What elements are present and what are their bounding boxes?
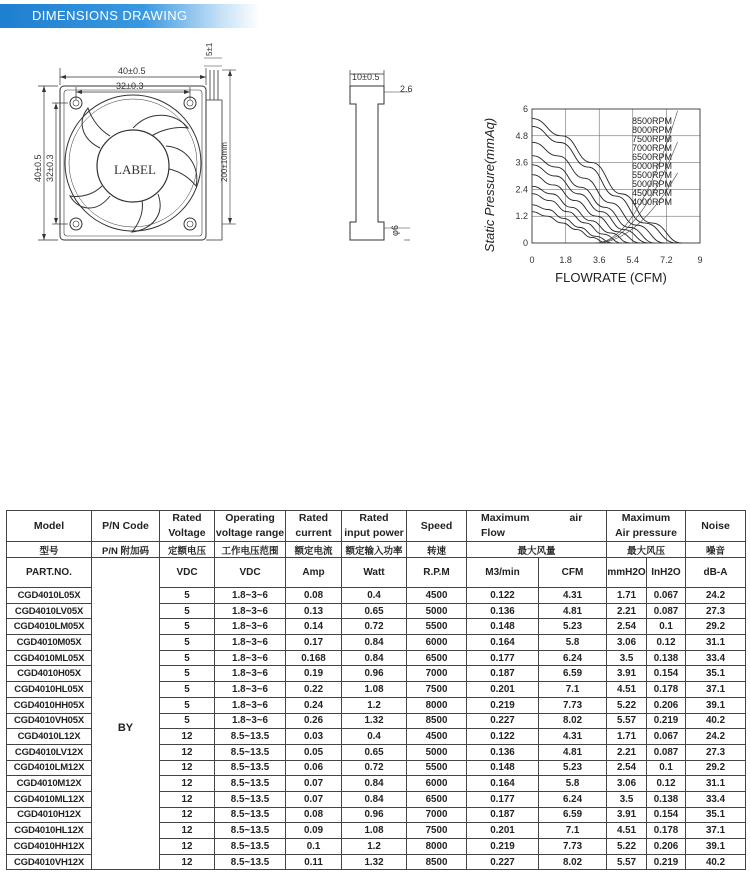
table-cell: 1.8~3~6 (215, 666, 286, 682)
table-cell: 2.54 (607, 619, 647, 635)
table-cell: 1.2 (342, 839, 407, 855)
table-cell: 0.219 (467, 839, 539, 855)
table-cell: 8500 (407, 854, 467, 870)
table-cell: 0.84 (342, 650, 407, 666)
unit-mmh2o: mmH2O (607, 558, 647, 588)
table-cell: 0.164 (467, 635, 539, 651)
table-cell: 12 (160, 839, 215, 855)
table-cell: 12 (160, 776, 215, 792)
table-cell: 1.2 (342, 697, 407, 713)
unit-m3min: M3/min (467, 558, 539, 588)
table-cell: 1.32 (342, 854, 407, 870)
table-cell: 12 (160, 823, 215, 839)
pq-chart (482, 104, 703, 285)
table-cell: 0.12 (647, 776, 686, 792)
table-cell: 5 (160, 666, 215, 682)
dim-hole-width: 32±0.3 (116, 81, 144, 91)
col-rated-power: Rated input power (342, 511, 407, 542)
table-cell: 8.5~13.5 (215, 729, 286, 745)
cn-rated-current: 额定电流 (286, 542, 342, 558)
table-cell: 1.8~3~6 (215, 697, 286, 713)
table-cell: 0.12 (647, 635, 686, 651)
table-cell: CGD4010M12X (7, 776, 92, 792)
table-cell: 8.5~13.5 (215, 760, 286, 776)
unit-dba: dB-A (686, 558, 746, 588)
table-cell: 8.5~13.5 (215, 744, 286, 760)
unit-cfm: CFM (539, 558, 607, 588)
table-cell: 0.24 (286, 697, 342, 713)
table-cell: 0.168 (286, 650, 342, 666)
table-cell: 8.5~13.5 (215, 839, 286, 855)
table-cell: 6.59 (539, 807, 607, 823)
table-cell: 0.201 (467, 823, 539, 839)
table-cell: 1.8~3~6 (215, 713, 286, 729)
table-cell: CGD4010HH05X (7, 697, 92, 713)
table-cell: 24.2 (686, 588, 746, 604)
table-cell: 0.136 (467, 744, 539, 760)
table-cell: CGD4010LV05X (7, 603, 92, 619)
legend-item: 7000RPM (632, 143, 673, 153)
table-cell: 8500 (407, 713, 467, 729)
table-cell: 0.206 (647, 697, 686, 713)
table-cell: 1.8~3~6 (215, 619, 286, 635)
legend-item: 5000RPM (632, 179, 673, 189)
table-cell: CGD4010ML12X (7, 791, 92, 807)
table-cell: 0.84 (342, 791, 407, 807)
table-cell: 4.51 (607, 823, 647, 839)
legend-item: 8000RPM (632, 125, 673, 135)
table-cell: 1.08 (342, 682, 407, 698)
pn-code: BY (92, 588, 160, 870)
side-view (350, 70, 410, 240)
table-cell: 5.8 (539, 776, 607, 792)
table-cell: 7000 (407, 666, 467, 682)
table-cell: 0.178 (647, 823, 686, 839)
fan-label: LABEL (114, 162, 156, 177)
table-cell: 7.73 (539, 839, 607, 855)
table-cell: 8000 (407, 839, 467, 855)
table-cell: 0.067 (647, 729, 686, 745)
table-cell: 0.087 (647, 744, 686, 760)
table-cell: 5 (160, 682, 215, 698)
dim-thickness: 10±0.5 (352, 72, 380, 82)
x-axis-label: FLOWRATE (CFM) (555, 270, 667, 285)
table-cell: 8000 (407, 697, 467, 713)
cn-air-pressure: 最大风压 (607, 542, 686, 558)
table-cell: 4.31 (539, 729, 607, 745)
table-cell: CGD4010LV12X (7, 744, 92, 760)
legend-item: 6500RPM (632, 152, 673, 162)
table-cell: 0.4 (342, 729, 407, 745)
table-cell: 0.227 (467, 713, 539, 729)
table-cell: 5000 (407, 744, 467, 760)
table-cell: 5.23 (539, 760, 607, 776)
table-cell: 12 (160, 729, 215, 745)
table-cell: 8.02 (539, 854, 607, 870)
table-cell: 0.219 (467, 697, 539, 713)
unit-operating-voltage: VDC (215, 558, 286, 588)
table-cell: 0.14 (286, 619, 342, 635)
table-cell: CGD4010LM12X (7, 760, 92, 776)
table-cell: 1.8~3~6 (215, 603, 286, 619)
table-cell: 6500 (407, 650, 467, 666)
table-cell: 0.219 (647, 713, 686, 729)
table-cell: 3.06 (607, 776, 647, 792)
x-tick-label: 7.2 (660, 255, 673, 265)
col-air-pressure: Maximum Air pressure (607, 511, 686, 542)
series-line (532, 205, 612, 243)
table-cell: 0.96 (342, 807, 407, 823)
pn-code-cell (92, 558, 160, 588)
table-cell: 8.5~13.5 (215, 854, 286, 870)
y-tick-label: 2.4 (515, 184, 528, 195)
dim-width: 40±0.5 (118, 66, 146, 76)
table-cell: 0.22 (286, 682, 342, 698)
table-cell: 0.19 (286, 666, 342, 682)
table-cell: 3.5 (607, 650, 647, 666)
cn-speed: 转速 (407, 542, 467, 558)
spec-table (6, 510, 746, 870)
table-cell: 5.57 (607, 713, 647, 729)
table-cell: 5000 (407, 603, 467, 619)
table-cell: 3.06 (607, 635, 647, 651)
table-cell: 0.84 (342, 635, 407, 651)
table-cell: 0.201 (467, 682, 539, 698)
table-cell: 12 (160, 854, 215, 870)
unit-power: Watt (342, 558, 407, 588)
table-cell: 29.2 (686, 619, 746, 635)
col-pn: P/N Code (92, 511, 160, 542)
table-cell: 8.02 (539, 713, 607, 729)
cn-rated-voltage: 定额电压 (160, 542, 215, 558)
col-operating-voltage: Operating voltage range (215, 511, 286, 542)
table-cell: 1.8~3~6 (215, 650, 286, 666)
table-cell: 7.1 (539, 823, 607, 839)
table-cell: 3.91 (607, 807, 647, 823)
table-cell: 4500 (407, 588, 467, 604)
table-cell: 0.13 (286, 603, 342, 619)
table-cell: 0.65 (342, 744, 407, 760)
table-cell: 5 (160, 603, 215, 619)
table-cell: 0.227 (467, 854, 539, 870)
table-cell: 0.08 (286, 807, 342, 823)
table-cell: CGD4010L12X (7, 729, 92, 745)
table-cell: 4.51 (607, 682, 647, 698)
table-cell: 0.122 (467, 588, 539, 604)
table-cell: 0.148 (467, 619, 539, 635)
table-cell: CGD4010L05X (7, 588, 92, 604)
table-cell: 0.219 (647, 854, 686, 870)
table-cell: 0.177 (467, 650, 539, 666)
table-cell: 0.84 (342, 776, 407, 792)
dim-strip: 5±1 (205, 42, 214, 56)
x-tick-label: 9 (697, 255, 703, 265)
table-cell: 12 (160, 791, 215, 807)
table-cell: 1.08 (342, 823, 407, 839)
table-cell: 0.187 (467, 807, 539, 823)
table-cell: CGD4010H12X (7, 807, 92, 823)
table-cell: 7.1 (539, 682, 607, 698)
table-cell: 8.5~13.5 (215, 791, 286, 807)
table-cell: 5 (160, 588, 215, 604)
x-tick-label: 0 (529, 255, 535, 265)
table-cell: 5 (160, 619, 215, 635)
table-cell: 31.1 (686, 635, 746, 651)
table-cell: 0.07 (286, 791, 342, 807)
table-cell: 0.07 (286, 776, 342, 792)
table-cell: 4.81 (539, 603, 607, 619)
table-cell: 0.1 (647, 760, 686, 776)
table-cell: 0.06 (286, 760, 342, 776)
table-cell: 0.1 (286, 839, 342, 855)
table-cell: 6500 (407, 791, 467, 807)
col-airflow: Maximum air Flow (467, 511, 607, 542)
header-row-cn (7, 542, 746, 558)
drawings-area (0, 30, 750, 285)
table-cell: 33.4 (686, 650, 746, 666)
header-row-units (7, 558, 746, 588)
col-rated-current: Rated current (286, 511, 342, 542)
table-cell: 0.17 (286, 635, 342, 651)
table-cell: 8.5~13.5 (215, 807, 286, 823)
table-cell: 0.4 (342, 588, 407, 604)
table-cell: 35.1 (686, 666, 746, 682)
table-cell: 0.154 (647, 807, 686, 823)
table-cell: 0.122 (467, 729, 539, 745)
table-cell: 1.32 (342, 713, 407, 729)
y-tick-label: 3.6 (515, 157, 528, 168)
dim-hole: φ6 (390, 225, 400, 236)
col-noise: Noise (686, 511, 746, 542)
table-cell: 0.177 (467, 791, 539, 807)
table-cell: 0.087 (647, 603, 686, 619)
table-cell: 2.21 (607, 744, 647, 760)
table-cell: 5.57 (607, 854, 647, 870)
legend-item: 4500RPM (632, 188, 673, 198)
table-cell: 7500 (407, 823, 467, 839)
section-title: DIMENSIONS DRAWING (32, 8, 188, 23)
header-row-en (7, 511, 746, 542)
cn-pn: P/N 附加码 (92, 542, 160, 558)
table-cell: 12 (160, 760, 215, 776)
table-cell: CGD4010HL12X (7, 823, 92, 839)
table-cell: 24.2 (686, 729, 746, 745)
spec-table-body (7, 588, 746, 870)
unit-part-no: PART.NO. (7, 558, 92, 588)
table-cell: 5 (160, 635, 215, 651)
table-row (7, 588, 746, 604)
table-cell: 37.1 (686, 823, 746, 839)
series-line (532, 175, 640, 243)
table-cell: CGD4010VH12X (7, 854, 92, 870)
table-cell: 5500 (407, 619, 467, 635)
table-cell: 5500 (407, 760, 467, 776)
table-cell: 0.1 (647, 619, 686, 635)
table-cell: 7000 (407, 807, 467, 823)
table-cell: 5 (160, 713, 215, 729)
table-cell: 0.11 (286, 854, 342, 870)
table-cell: 8.5~13.5 (215, 776, 286, 792)
table-cell: 5.8 (539, 635, 607, 651)
table-cell: 4500 (407, 729, 467, 745)
table-cell: 0.067 (647, 588, 686, 604)
table-cell: 2.54 (607, 760, 647, 776)
table-cell: 0.138 (647, 650, 686, 666)
table-cell: 0.65 (342, 603, 407, 619)
table-cell: 8.5~13.5 (215, 823, 286, 839)
table-cell: CGD4010H05X (7, 666, 92, 682)
y-tick-label: 6 (522, 104, 528, 114)
table-cell: 7.73 (539, 697, 607, 713)
table-cell: 0.05 (286, 744, 342, 760)
unit-inh2o: InH2O (647, 558, 686, 588)
table-cell: 0.206 (647, 839, 686, 855)
table-cell: 0.72 (342, 619, 407, 635)
dim-height: 40±0.5 (33, 154, 43, 182)
dim-hole-height: 32±0.3 (45, 154, 55, 182)
table-cell: 0.187 (467, 666, 539, 682)
dim-flange: 2.6 (400, 84, 413, 94)
table-cell: CGD4010M05X (7, 635, 92, 651)
table-cell: 12 (160, 807, 215, 823)
y-axis-label: Static Pressure(mmAq) (482, 117, 497, 253)
table-cell: 37.1 (686, 682, 746, 698)
table-cell: 3.91 (607, 666, 647, 682)
legend-item: 4000RPM (632, 197, 673, 207)
table-cell: 0.138 (647, 791, 686, 807)
table-cell: 39.1 (686, 697, 746, 713)
table-cell: 4.81 (539, 744, 607, 760)
cn-noise: 噪音 (686, 542, 746, 558)
dim-lead: 200±10mm (220, 142, 229, 182)
table-cell: 6.24 (539, 650, 607, 666)
table-cell: 6000 (407, 635, 467, 651)
table-cell: 1.8~3~6 (215, 682, 286, 698)
table-cell: 5.22 (607, 839, 647, 855)
table-cell: 2.21 (607, 603, 647, 619)
y-tick-label: 0 (522, 238, 528, 248)
table-cell: 1.71 (607, 729, 647, 745)
table-cell: 0.148 (467, 760, 539, 776)
table-cell: 0.178 (647, 682, 686, 698)
legend-item: 6000RPM (632, 161, 673, 171)
x-tick-label: 5.4 (626, 255, 640, 265)
table-cell: 5.22 (607, 697, 647, 713)
table-cell: 12 (160, 744, 215, 760)
section-banner (0, 4, 260, 28)
table-cell: 0.09 (286, 823, 342, 839)
table-cell: 0.08 (286, 588, 342, 604)
x-tick-label: 3.6 (592, 255, 606, 265)
x-tick-label: 1.8 (559, 255, 572, 265)
table-cell: 1.8~3~6 (215, 588, 286, 604)
legend-item: 5500RPM (632, 170, 673, 180)
table-cell: 29.2 (686, 760, 746, 776)
table-cell: 6.24 (539, 791, 607, 807)
table-cell: 27.3 (686, 744, 746, 760)
y-tick-label: 4.8 (515, 130, 528, 141)
table-cell: 4.31 (539, 588, 607, 604)
legend-item: 7500RPM (632, 134, 673, 144)
table-cell: 5 (160, 697, 215, 713)
cn-operating-voltage: 工作电压范围 (215, 542, 286, 558)
table-cell: 0.136 (467, 603, 539, 619)
table-cell: 40.2 (686, 854, 746, 870)
col-model: Model (7, 511, 92, 542)
table-cell: 7500 (407, 682, 467, 698)
table-cell: 1.8~3~6 (215, 635, 286, 651)
table-cell: 33.4 (686, 791, 746, 807)
series-line (532, 165, 648, 243)
col-rated-voltage: Rated Voltage (160, 511, 215, 542)
table-cell: 0.26 (286, 713, 342, 729)
table-cell: 39.1 (686, 839, 746, 855)
cn-rated-power: 额定输入功率 (342, 542, 407, 558)
y-tick-label: 1.2 (515, 211, 528, 222)
table-cell: 0.03 (286, 729, 342, 745)
table-cell: CGD4010LM05X (7, 619, 92, 635)
table-cell: 6.59 (539, 666, 607, 682)
table-cell: CGD4010HH12X (7, 839, 92, 855)
table-cell: CGD4010HL05X (7, 682, 92, 698)
unit-rated-voltage: VDC (160, 558, 215, 588)
table-cell: 27.3 (686, 603, 746, 619)
col-speed: Speed (407, 511, 467, 542)
cn-model: 型号 (7, 542, 92, 558)
table-cell: 5.23 (539, 619, 607, 635)
table-cell: 31.1 (686, 776, 746, 792)
table-cell: 6000 (407, 776, 467, 792)
table-cell: 0.96 (342, 666, 407, 682)
table-cell: CGD4010VH05X (7, 713, 92, 729)
table-cell: CGD4010ML05X (7, 650, 92, 666)
cn-airflow: 最大风量 (467, 542, 607, 558)
unit-speed: R.P.M (407, 558, 467, 588)
table-cell: 0.164 (467, 776, 539, 792)
unit-current: Amp (286, 558, 342, 588)
table-cell: 40.2 (686, 713, 746, 729)
table-cell: 1.71 (607, 588, 647, 604)
table-cell: 0.154 (647, 666, 686, 682)
table-cell: 5 (160, 650, 215, 666)
table-cell: 0.72 (342, 760, 407, 776)
legend-item: 8500RPM (632, 116, 673, 126)
table-cell: 3.5 (607, 791, 647, 807)
table-cell: 35.1 (686, 807, 746, 823)
